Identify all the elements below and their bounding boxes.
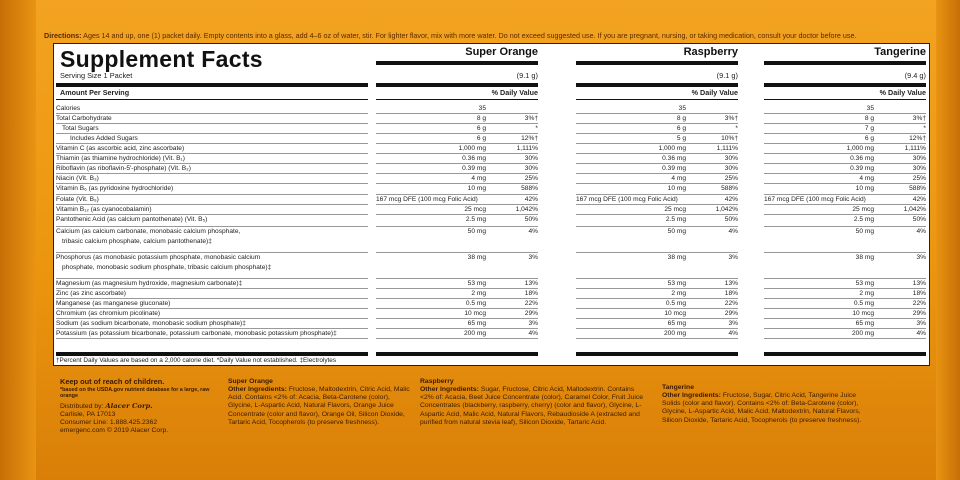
nutrient-label: Phosphorus (as monobasic potassium phosphate, monobasic calcium [56,254,261,261]
row-divider [376,163,538,164]
nutrient-amount: 2.5 mg [665,216,686,223]
nutrient-amount: 7 g [864,125,874,132]
facts-footnote: †Percent Daily Values are based on a 2,000 calorie diet. *Daily Value not established. ‡Electrolytes [56,357,337,364]
nutrient-dv: 30% [724,165,738,172]
nutrient-amount: 35 [678,105,686,112]
nutrient-dv: 30% [912,155,926,162]
nutrient-amount: 50 mg [467,228,486,235]
nutrient-dv: 30% [524,155,538,162]
daily-value-header: % Daily Value [879,88,926,97]
nutrient-amount: 35 [478,105,486,112]
nutrient-amount: 4 mg [671,175,686,182]
nutrient-amount: 0.5 mg [465,300,486,307]
row-divider [56,113,368,114]
nutrient-amount: 4 mg [859,175,874,182]
directions-label: Directions: [44,31,82,40]
nutrient-dv: 4% [528,330,538,337]
daily-value-header: % Daily Value [491,88,538,97]
nutrient-dv: 1,042% [515,206,538,213]
row-divider [764,123,926,124]
nutrient-amount: 0.5 mg [665,300,686,307]
row-divider [56,143,368,144]
row-divider [764,308,926,309]
nutrient-amount: 10 mcg [464,310,486,317]
row-divider [764,328,926,329]
divider-thick [376,352,538,356]
nutrient-dv: 4% [728,228,738,235]
divider-thick [764,352,926,356]
nutrient-amount: 0.36 mg [662,155,686,162]
flavor-header: Tangerine [874,46,926,58]
nutrient-amount: 0.39 mg [850,165,874,172]
nutrient-label-cont: tribasic calcium phosphate, calcium pantothenate)‡ [62,238,212,245]
row-divider [376,252,538,253]
row-divider [576,123,738,124]
nutrient-dv: 12%† [521,135,538,142]
row-divider [376,183,538,184]
nutrient-amount: 6 g [476,125,486,132]
row-divider [576,194,738,195]
row-divider [56,298,368,299]
nutrient-label: Calories [56,105,81,112]
nutrient-dv: 4% [728,330,738,337]
nutrient-label: Potassium (as potassium bicarbonate, potassium carbonate, monobasic potassium phosphate)‡ [56,330,337,337]
row-divider [376,226,538,227]
nutrient-amount: 1,000 mg [846,145,874,152]
ingredients-text: Sugar, Fructose, Citric Acid, Maltodextrin. Contains <2% of: Acacia, Beet Juice Concentrate (color), Caramel Color, Fruit Juice Concentrates (blackberry, raspberry, cherry) (color and flavor), Glycine, L-Aspartic Acid, Malic Acid, Natural Flavors, Rebaudioside A (extracted and purified from natural stevia leaf), Silicon Dioxide, Tartaric Acid. [420,386,644,426]
ingredients-text: Fructose, Sugar, Citric Acid, Tangerine Juice Solids (color and flavor). Contains <2% of: Beta-Carotene (color), Glycine, L-Aspartic Acid, Malic Acid, Maltodextrin, Natural Flavors, Silicon Dioxide, Tartaric Acid, Tocopherols (to preserve freshness). [662,392,862,424]
nutrient-label: Calcium (as calcium carbonate, monobasic calcium phosphate, [56,228,241,235]
row-divider [576,204,738,205]
box-right-edge [936,0,960,480]
nutrient-amount: 38 mg [667,254,686,261]
row-divider [764,143,926,144]
nutrient-amount: 65 mg [467,320,486,327]
nutrient-amount: 53 mg [855,280,874,287]
row-divider [576,173,738,174]
nutrient-amount: 2 mg [859,290,874,297]
consumer-line: Consumer Line: 1.888.425.2362 [60,419,158,427]
row-divider [376,123,538,124]
row-divider [56,173,368,174]
divider [576,99,738,100]
ingredients-tangerine [662,384,872,425]
nutrient-dv: 3% [916,320,926,327]
ingredients-flavor-name: Tangerine [662,384,694,391]
divider-thick [764,61,926,65]
serving-weight: (9.1 g) [716,71,738,80]
divider [376,99,538,100]
nutrient-amount: 8 g [476,115,486,122]
nutrient-label: Manganese (as manganese gluconate) [56,300,171,307]
row-divider [576,153,738,154]
row-divider [576,183,738,184]
row-divider [764,194,926,195]
nutrient-dv: 29% [912,310,926,317]
nutrient-amount: 0.39 mg [662,165,686,172]
row-divider [764,133,926,134]
nutrient-amount: 0.39 mg [462,165,486,172]
nutrient-label: Sodium (as sodium bicarbonate, monobasic sodium phosphate)‡ [56,320,246,327]
nutrient-amount: 2.5 mg [853,216,874,223]
nutrient-amount: 1,000 mg [458,145,486,152]
nutrient-dv: 13% [912,280,926,287]
nutrient-label: Vitamin B₁₂ (as cyanocobalamin) [56,206,152,213]
row-divider [576,328,738,329]
supplement-facts-title: Supplement Facts [60,46,263,72]
nutrient-label: Zinc (as zinc ascorbate) [56,290,126,297]
ingredients-flavor-name: Raspberry [420,378,454,385]
nutrient-amount: 50 mg [855,228,874,235]
nutrient-amount: 10 mg [667,185,686,192]
directions [44,31,944,40]
row-divider [56,226,368,227]
row-divider [764,298,926,299]
row-divider [576,143,738,144]
row-divider [764,173,926,174]
row-divider [576,226,738,227]
usda-note: *based on the USDA.gov nutrient database for a large, raw orange [60,386,210,400]
row-divider [56,338,368,339]
nutrient-dv: 4% [916,330,926,337]
divider-thick [576,83,738,87]
nutrient-amount: 38 mg [467,254,486,261]
row-divider [764,318,926,319]
divider-thick [376,83,538,87]
nutrient-amount: 167 mcg DFE (100 mcg Folic Acid) [376,196,478,203]
amount-per-serving-label: Amount Per Serving [60,88,130,97]
serving-weight: (9.1 g) [516,71,538,80]
row-divider [376,194,538,195]
row-divider [764,226,926,227]
divider [56,99,368,100]
row-divider [764,183,926,184]
nutrient-dv: 13% [724,280,738,287]
nutrient-amount: 53 mg [667,280,686,287]
ingredients-text: Fructose, Maltodextrin, Citric Acid, Malic Acid. Contains <2% of: Acacia, Beta-Carotene (color), Glycine, L-Aspartic Acid, Natural Flavors, Orange Juice Concentrate (color and flavor), Orange Oil, Silicon Dioxide, Tartaric Acid, Tocopherols (to preserve freshness). [228,386,410,426]
row-divider [376,318,538,319]
row-divider [56,328,368,329]
row-divider [56,204,368,205]
row-divider [56,123,368,124]
nutrient-label: Niacin (Vit. B₃) [56,175,99,182]
nutrient-amount: 0.36 mg [462,155,486,162]
nutrient-dv: 25% [524,175,538,182]
nutrient-amount: 0.36 mg [850,155,874,162]
row-divider [56,183,368,184]
divider-thick [576,61,738,65]
nutrient-dv: 29% [524,310,538,317]
nutrient-amount: 10 mcg [664,310,686,317]
nutrient-amount: 0.5 mg [853,300,874,307]
nutrient-dv: 50% [724,216,738,223]
nutrient-dv: 18% [524,290,538,297]
row-divider [56,252,368,253]
nutrient-amount: 53 mg [467,280,486,287]
row-divider [576,318,738,319]
nutrient-label: Total Sugars [62,125,99,132]
nutrient-dv: 22% [524,300,538,307]
nutrient-dv: 50% [524,216,538,223]
nutrient-dv: 25% [912,175,926,182]
nutrient-dv: 3%† [724,115,738,122]
nutrient-dv: 30% [912,165,926,172]
nutrient-amount: 25 mcg [664,206,686,213]
row-divider [376,288,538,289]
nutrient-amount: 65 mg [667,320,686,327]
nutrient-label: Chromium (as chromium picolinate) [56,310,161,317]
nutrient-label: Vitamin C (as ascorbic acid, zinc ascorbate) [56,145,185,152]
nutrient-dv: 22% [724,300,738,307]
nutrient-dv: 50% [912,216,926,223]
row-divider [376,308,538,309]
row-divider [56,278,368,279]
row-divider [376,204,538,205]
nutrient-dv: 3% [728,320,738,327]
nutrient-dv: 30% [524,165,538,172]
nutrient-amount: 10 mcg [852,310,874,317]
flavor-header: Raspberry [683,46,738,58]
nutrient-dv: 29% [724,310,738,317]
row-divider [576,214,738,215]
nutrient-dv: 1,111% [516,145,538,152]
nutrient-label: Total Carbohydrate [56,115,112,122]
supplement-facts-panel [53,43,930,366]
row-divider [576,278,738,279]
row-divider [576,308,738,309]
row-divider [376,133,538,134]
serving-weight: (9.4 g) [904,71,926,80]
nutrient-amount: 5 g [676,135,686,142]
row-divider [56,308,368,309]
row-divider [764,252,926,253]
row-divider [376,278,538,279]
nutrient-dv: 42% [524,196,538,203]
row-divider [764,338,926,339]
row-divider [764,288,926,289]
nutrient-amount: 25 mcg [464,206,486,213]
nutrient-dv: 4% [528,228,538,235]
nutrient-amount: 167 mcg DFE (100 mcg Folic Acid) [764,196,866,203]
row-divider [56,153,368,154]
row-divider [576,133,738,134]
row-divider [56,133,368,134]
row-divider [56,194,368,195]
directions-text: Ages 14 and up, one (1) packet daily. Empty contents into a glass, add 4–6 oz of water, stir. For lighter flavor, mix with more water. Do not exceed suggested use. If you are pregnant, nursing, or taking medication, consult your doctor before use. [83,31,857,40]
nutrient-dv: 588% [909,185,926,192]
row-divider [576,113,738,114]
nutrient-dv: * [535,125,538,132]
row-divider [576,252,738,253]
nutrient-amount: 167 mcg DFE (100 mcg Folic Acid) [576,196,678,203]
nutrient-amount: 6 g [676,125,686,132]
divider-thick [764,83,926,87]
nutrient-dv: 18% [724,290,738,297]
box-left-edge [0,0,36,480]
nutrient-dv: 25% [724,175,738,182]
nutrient-dv: 22% [912,300,926,307]
row-divider [576,288,738,289]
ingredients-flavor-name: Super Orange [228,378,273,385]
nutrient-dv: 10%† [721,135,738,142]
row-divider [56,214,368,215]
nutrient-amount: 35 [866,105,874,112]
nutrient-dv: 13% [524,280,538,287]
nutrient-amount: 200 mg [464,330,486,337]
row-divider [376,298,538,299]
nutrient-amount: 2 mg [671,290,686,297]
row-divider [376,328,538,329]
nutrient-amount: 10 mg [467,185,486,192]
nutrient-amount: 65 mg [855,320,874,327]
row-divider [376,173,538,174]
ingredients-label: Other Ingredients: [420,386,479,394]
warning-text: Keep out of reach of children. [60,377,165,386]
divider-thick [376,61,538,65]
nutrient-dv: 3%† [912,115,926,122]
nutrient-dv: 588% [521,185,538,192]
nutrient-dv: 3%† [524,115,538,122]
nutrient-dv: 1,111% [904,145,926,152]
divider [764,99,926,100]
row-divider [764,113,926,114]
flavor-header: Super Orange [465,46,538,58]
row-divider [576,338,738,339]
nutrient-amount: 38 mg [855,254,874,261]
row-divider [376,113,538,114]
row-divider [576,163,738,164]
nutrient-amount: 6 g [476,135,486,142]
divider-thick [56,83,368,87]
nutrient-amount: 8 g [676,115,686,122]
nutrient-label: Folate (Vit. B₉) [56,196,99,203]
nutrient-amount: 2 mg [471,290,486,297]
nutrient-dv: * [923,125,926,132]
nutrient-dv: 3% [916,254,926,261]
nutrient-dv: 3% [528,320,538,327]
distributed-by-label: Distributed by: [60,402,104,410]
nutrient-label: Includes Added Sugars [70,135,138,142]
copyright: emergenc.com © 2019 Alacer Corp. [60,427,169,435]
row-divider [376,338,538,339]
row-divider [56,288,368,289]
nutrient-label-cont: phosphate, monobasic sodium phosphate, tribasic calcium phosphate)‡ [62,264,272,271]
row-divider [56,318,368,319]
divider-thick [56,352,368,356]
nutrient-amount: 10 mg [855,185,874,192]
nutrient-dv: 3% [728,254,738,261]
nutrient-dv: 1,111% [716,145,738,152]
row-divider [764,278,926,279]
nutrient-amount: 1,000 mg [658,145,686,152]
nutrient-dv: 42% [724,196,738,203]
row-divider [376,153,538,154]
nutrient-amount: 200 mg [852,330,874,337]
row-divider [56,163,368,164]
ingredients-super-orange [228,378,410,427]
nutrient-amount: 8 g [864,115,874,122]
nutrient-dv: 1,042% [903,206,926,213]
company-info [60,378,220,435]
alacer-logo: Alacer Corp. [105,401,153,410]
nutrient-dv: 12%† [909,135,926,142]
row-divider [576,298,738,299]
nutrient-amount: 200 mg [664,330,686,337]
nutrient-dv: 1,042% [715,206,738,213]
nutrient-amount: 50 mg [667,228,686,235]
nutrient-label: Magnesium (as magnesium hydroxide, magnesium carbonate)‡ [56,280,243,287]
ingredients-label: Other Ingredients: [662,392,721,400]
nutrient-label: Riboflavin (as riboflavin-5'-phosphate) (Vit. B₂) [56,165,191,172]
row-divider [764,214,926,215]
nutrient-dv: 3% [528,254,538,261]
nutrient-dv: 30% [724,155,738,162]
nutrient-label: Thiamin (as thiamine hydrochloride) (Vit. B₁) [56,155,185,162]
nutrient-label: Vitamin B₆ (as pyridoxine hydrochloride) [56,185,174,192]
row-divider [764,153,926,154]
nutrient-dv: 4% [916,228,926,235]
nutrient-amount: 2.5 mg [465,216,486,223]
divider-thick [576,352,738,356]
row-divider [376,214,538,215]
nutrient-dv: 42% [912,196,926,203]
nutrient-amount: 4 mg [471,175,486,182]
row-divider [764,204,926,205]
nutrient-amount: 6 g [864,135,874,142]
daily-value-header: % Daily Value [691,88,738,97]
row-divider [376,143,538,144]
company-address: Carlisle, PA 17013 [60,411,116,418]
serving-size-label: Serving Size 1 Packet [60,71,133,80]
nutrient-dv: 588% [721,185,738,192]
nutrient-dv: 18% [912,290,926,297]
nutrient-dv: * [735,125,738,132]
ingredients-label: Other Ingredients: [228,386,287,394]
row-divider [764,163,926,164]
nutrient-amount: 25 mcg [852,206,874,213]
ingredients-raspberry [420,378,646,427]
nutrient-label: Pantothenic Acid (as calcium pantothenate) (Vit. B₅) [56,216,208,223]
